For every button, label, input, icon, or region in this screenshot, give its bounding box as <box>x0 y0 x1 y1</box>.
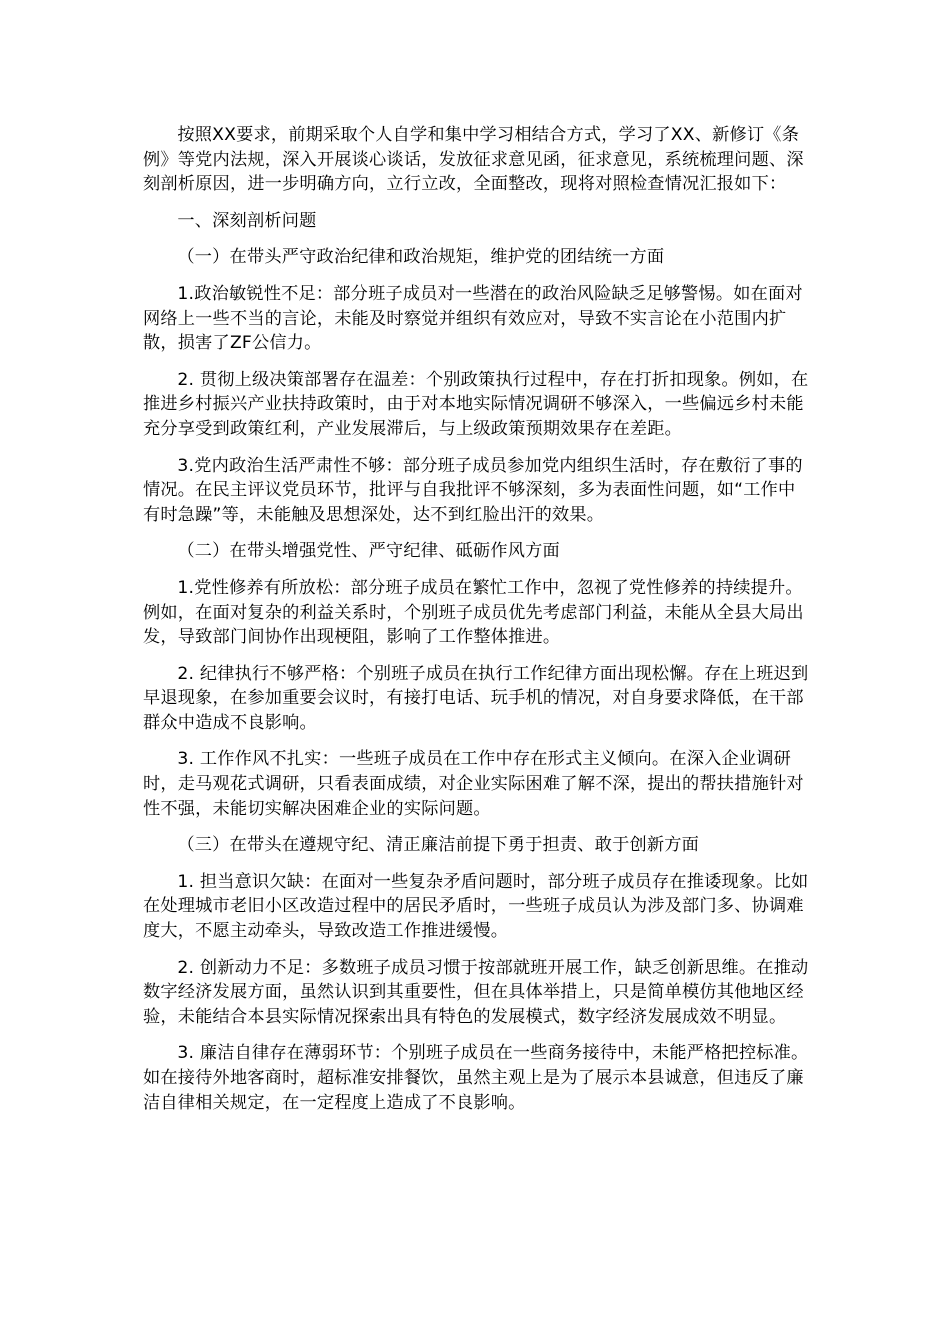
body-paragraph: 3. 廉洁自律存在薄弱环节：个别班子成员在一些商务接待中，未能严格把控标准。如在接待外地客商时，超标准安排餐饮，虽然主观上是为了展示本县诚意，但违反了廉洁自律相关规定，在一定程度上造成了不良影响。 <box>143 1043 809 1113</box>
document-body <box>143 123 811 1127</box>
body-paragraph: 1.政治敏锐性不足：部分班子成员对一些潜在的政治风险缺乏足够警惕。如在面对网络上一些不当的言论，未能及时察觉并组织有效应对，导致不实言论在小范围内扩散，损害了ZF公信力。 <box>143 283 803 354</box>
subsection-heading: （二）在带头增强党性、严守纪律、砥砺作风方面 <box>177 541 560 562</box>
body-paragraph: 2. 贯彻上级决策部署存在温差：个别政策执行过程中，存在打折扣现象。例如，在推进乡村振兴产业扶持政策时，由于对本地实际情况调研不够深入，一些偏远乡村未能充分享受到政策红利，产业发展滞后，与上级政策预期效果存在差距。 <box>143 369 809 439</box>
section-heading: 一、深刻剖析问题 <box>177 210 317 231</box>
subsection-heading: （一）在带头严守政治纪律和政治规矩，维护党的团结统一方面 <box>177 247 665 268</box>
body-paragraph: 2. 纪律执行不够严格：个别班子成员在执行工作纪律方面出现松懈。存在上班迟到早退现象，在参加重要会议时，有接打电话、玩手机的情况，对自身要求降低，在干部群众中造成不良影响。 <box>143 663 809 733</box>
body-paragraph: 1. 担当意识欠缺：在面对一些复杂矛盾问题时，部分班子成员存在推诿现象。比如在处理城市老旧小区改造过程中的居民矛盾时，一些班子成员认为涉及部门多、协调难度大，不愿主动牵头，导致改造工作推进缓慢。 <box>143 871 809 942</box>
body-paragraph: 3. 工作作风不扎实：一些班子成员在工作中存在形式主义倾向。在深入企业调研时，走马观花式调研，只看表面成绩，对企业实际困难了解不深，提出的帮扶措施针对性不强，未能切实解决困难企业的实际问题。 <box>143 749 804 819</box>
body-paragraph: 1.党性修养有所放松：部分班子成员在繁忙工作中，忽视了党性修养的持续提升。例如，在面对复杂的利益关系时，个别班子成员优先考虑部门利益，未能从全县大局出发，导致部门间协作出现梗阻，影响了工作整体推进。 <box>143 577 804 648</box>
intro-paragraph: 按照XX要求，前期采取个人自学和集中学习相结合方式，学习了XX、新修订《条例》等党内法规，深入开展谈心谈话，发放征求意见函，征求意见，系统梳理问题、深刻剖析原因，进一步明确方向，立行立改，全面整改，现将对照检查情况汇报如下： <box>143 125 804 195</box>
body-paragraph: 3.党内政治生活严肃性不够：部分班子成员参加党内组织生活时，存在敷衍了事的情况。在民主评议党员环节，批评与自我批评不够深刻，多为表面性问题，如“工作中有时急躁”等，未能触及思想深处，达不到红脸出汗的效果。 <box>143 455 803 525</box>
body-paragraph: 2. 创新动力不足：多数班子成员习惯于按部就班开展工作，缺乏创新思维。在推动数字经济发展方面，虽然认识到其重要性，但在具体举措上，只是简单模仿其他地区经验，未能结合本县实际情况探索出具有特色的发展模式，数字经济发展成效不明显。 <box>143 957 809 1027</box>
subsection-heading: （三）在带头在遵规守纪、清正廉洁前提下勇于担责、敢于创新方面 <box>177 835 700 856</box>
